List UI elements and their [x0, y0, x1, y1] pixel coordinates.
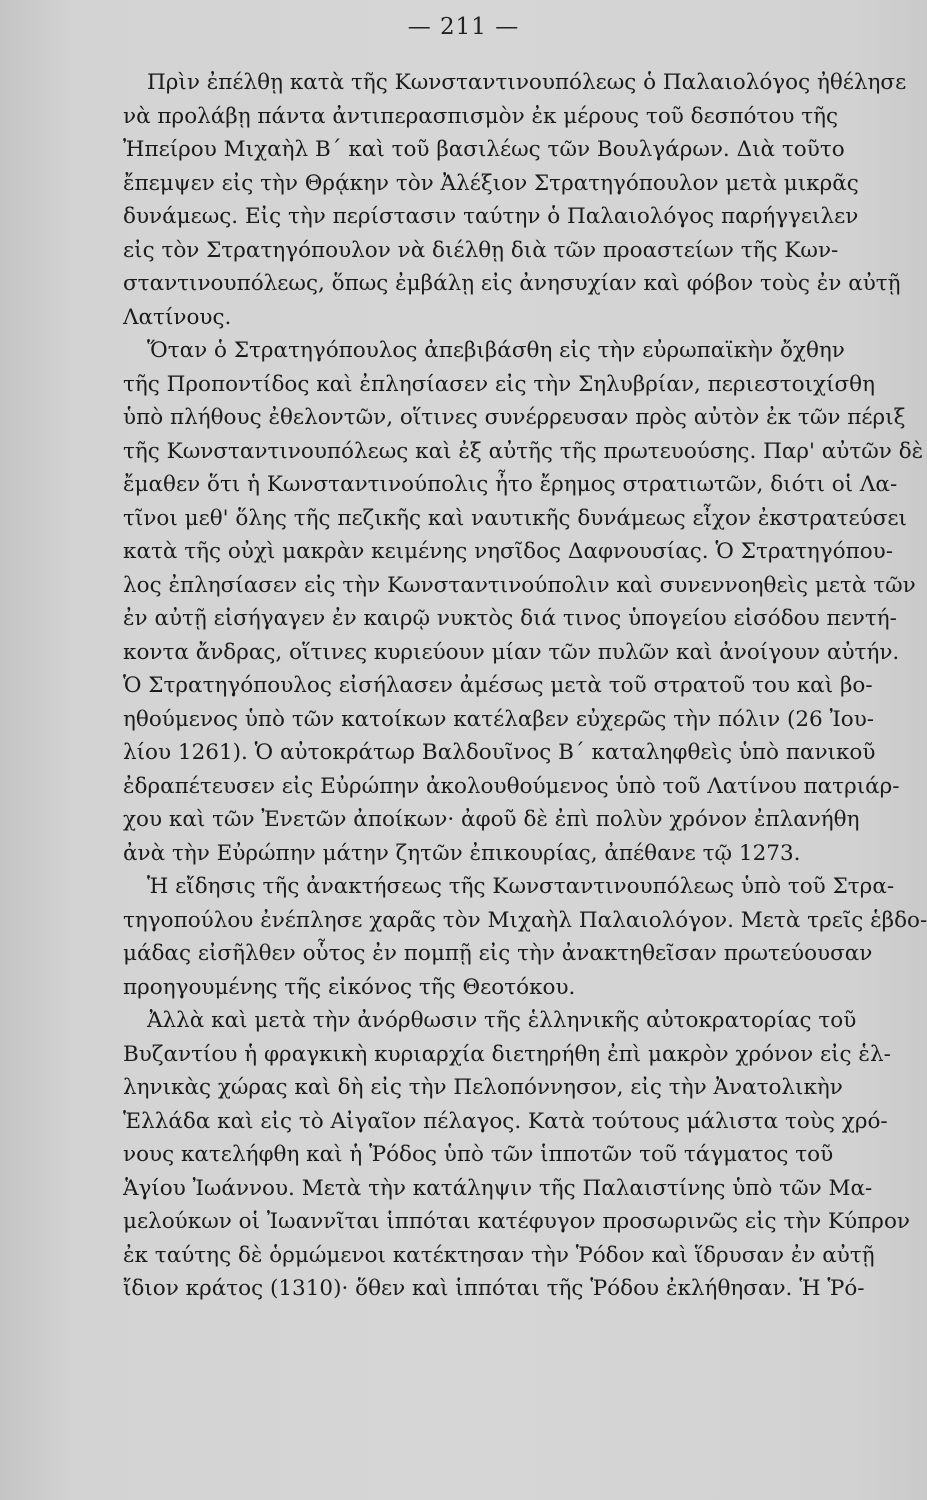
text-line: εἰς τὸν Στρατηγόπουλον νὰ διέλθῃ διὰ τῶν προαστείων τῆς Κων-	[123, 237, 839, 263]
text-line: τῖνοι μεθ' ὅλης τῆς πεζικῆς καὶ ναυτικῆς δυνάμεως εἶχον ἐκστρατεύσει	[123, 505, 907, 531]
text-line: χου καὶ τῶν Ἐνετῶν ἀποίκων· ἀφοῦ δὲ ἐπὶ πολὺν χρόνον ἐπλανήθη	[123, 807, 860, 832]
text-line: ληνικὰς χώρας καὶ δὴ εἰς τὴν Πελοπόννησον, εἰς τὴν Ἀνατολικὴν	[123, 1075, 843, 1100]
text-line: ἐν αὐτῇ εἰσήγαγεν ἐν καιρῷ νυκτὸς διά τινος ὑπογείου εἰσόδου πεντή-	[123, 606, 897, 631]
text-line: δυνάμεως. Εἰς τὴν περίστασιν ταύτην ὁ Παλαιολόγος παρήγγειλεν	[123, 204, 859, 229]
text-line: μελούκων οἱ Ἰωαννῖται ἱππόται κατέφυγον προσωρινῶς εἰς τὴν Κύπρον	[123, 1209, 910, 1234]
text-line: Ἀλλὰ καὶ μετὰ τὴν ἀνόρθωσιν τῆς ἑλληνικῆς αὐτοκρατορίας τοῦ	[147, 1008, 857, 1033]
text-line: κατὰ τῆς οὐχὶ μακρὰν κειμένης νησῖδος Δαφνουσίας. Ὁ Στρατηγόπου-	[123, 539, 893, 564]
paragraph-1	[123, 66, 927, 334]
text-line: ὑπὸ πλήθους ἐθελοντῶν, οἵτινες συνέρρευσαν πρὸς αὐτὸν ἐκ τῶν πέριξ	[123, 405, 906, 430]
text-line: Ἡ εἴδησις τῆς ἀνακτήσεως τῆς Κωνσταντινουπόλεως ὑπὸ τοῦ Στρα-	[147, 874, 895, 899]
paragraph-4	[123, 1004, 927, 1306]
text-line: τῆς Κωνσταντινουπόλεως καὶ ἐξ αὐτῆς τῆς πρωτευούσης. Παρ' αὐτῶν δὲ	[123, 438, 924, 464]
text-line: Ὁ Στρατηγόπουλος εἰσήλασεν ἀμέσως μετὰ τοῦ στρατοῦ του καὶ βο-	[123, 673, 873, 698]
text-line: Ἠπείρου Μιχαὴλ Β΄ καὶ τοῦ βασιλέως τῶν Βουλγάρων. Διὰ τοῦτο	[123, 137, 845, 162]
page-number: — 211 —	[407, 14, 520, 40]
text-line: τῆς Προποντίδος καὶ ἐπλησίασεν εἰς τὴν Σηλυβρίαν, περιεστοιχίσθη	[123, 371, 875, 397]
text-line: κοντα ἄνδρας, οἵτινες κυριεύουν μίαν τῶν πυλῶν καὶ ἀνοίγουν αὐτήν.	[123, 639, 900, 665]
text-line: ἴδιον κράτος (1310)· ὅθεν καὶ ἱππόται τῆς Ῥόδου ἐκλήθησαν. Ἡ Ῥό-	[123, 1276, 865, 1301]
text-line: λίου 1261). Ὁ αὐτοκράτωρ Βαλδουῖνος Β΄ καταληφθεὶς ὑπὸ πανικοῦ	[123, 740, 876, 765]
text-line: ἔμαθεν ὅτι ἡ Κωνσταντινούπολις ἦτο ἔρημος στρατιωτῶν, διότι οἱ Λα-	[123, 472, 898, 497]
paragraph-2	[123, 334, 927, 870]
text-line: ηθούμενος ὑπὸ τῶν κατοίκων κατέλαβεν εὐχερῶς τὴν πόλιν (26 Ἰου-	[123, 706, 875, 732]
paragraph-3	[123, 870, 927, 1004]
text-line: νους κατελήφθη καὶ ἡ Ῥόδος ὑπὸ τῶν ἱπποτῶν τοῦ τάγματος τοῦ	[123, 1142, 834, 1167]
text-line: Ἁγίου Ἰωάννου. Μετὰ τὴν κατάληψιν τῆς Παλαιστίνης ὑπὸ τῶν Μα-	[123, 1175, 873, 1201]
text-line: νὰ προλάβῃ πάντα ἀντιπερασπισμὸν ἐκ μέρους τοῦ δεσπότου τῆς	[123, 103, 839, 129]
text-line: τηγοπούλου ἐνέπλησε χαρᾶς τὸν Μιχαὴλ Παλαιολόγον. Μετὰ τρεῖς ἑβδο-	[123, 907, 927, 933]
text-line: Ἑλλάδα καὶ εἰς τὸ Αἰγαῖον πέλαγος. Κατὰ τούτους μάλιστα τοὺς χρό-	[123, 1108, 888, 1134]
body-text	[123, 66, 927, 1306]
text-line: λος ἐπλησίασεν εἰς τὴν Κωνσταντινούπολιν καὶ συνεννοηθεὶς μετὰ τῶν	[123, 572, 916, 598]
text-line: Πρὶν ἐπέλθῃ κατὰ τῆς Κωνσταντινουπόλεως ὁ Παλαιολόγος ἠθέλησε	[147, 70, 907, 95]
text-line: ἐκ ταύτης δὲ ὁρμώμενοι κατέκτησαν τὴν Ῥόδον καὶ ἵδρυσαν ἐν αὐτῇ	[123, 1242, 875, 1268]
text-line: προηγουμένης τῆς εἰκόνος τῆς Θεοτόκου.	[123, 974, 576, 1000]
text-line: Βυζαντίου ἡ φραγκικὴ κυριαρχία διετηρήθη ἐπὶ μακρὸν χρόνον εἰς ἑλ-	[123, 1041, 891, 1067]
text-line: ἔπεμψεν εἰς τὴν Θρᾴκην τὸν Ἀλέξιον Στρατηγόπουλον μετὰ μικρᾶς	[123, 170, 859, 196]
text-line: Ὅταν ὁ Στρατηγόπουλος ἀπεβιβάσθη εἰς τὴν εὐρωπαϊκὴν ὄχθην	[147, 338, 845, 363]
text-line: ἐδραπέτευσεν εἰς Εὐρώπην ἀκολουθούμενος ὑπὸ τοῦ Λατίνου πατριάρ-	[123, 773, 900, 799]
text-line: σταντινουπόλεως, ὅπως ἐμβάλῃ εἰς ἀνησυχίαν καὶ φόβον τοὺς ἐν αὐτῇ	[123, 271, 901, 296]
text-line: ἀνὰ τὴν Εὐρώπην μάτην ζητῶν ἐπικουρίας, ἀπέθανε τῷ 1273.	[123, 840, 801, 866]
text-line: μάδας εἰσῆλθεν οὗτος ἐν πομπῇ εἰς τὴν ἀνακτηθεῖσαν πρωτεύουσαν	[123, 941, 873, 966]
text-line: Λατίνους.	[123, 304, 232, 330]
